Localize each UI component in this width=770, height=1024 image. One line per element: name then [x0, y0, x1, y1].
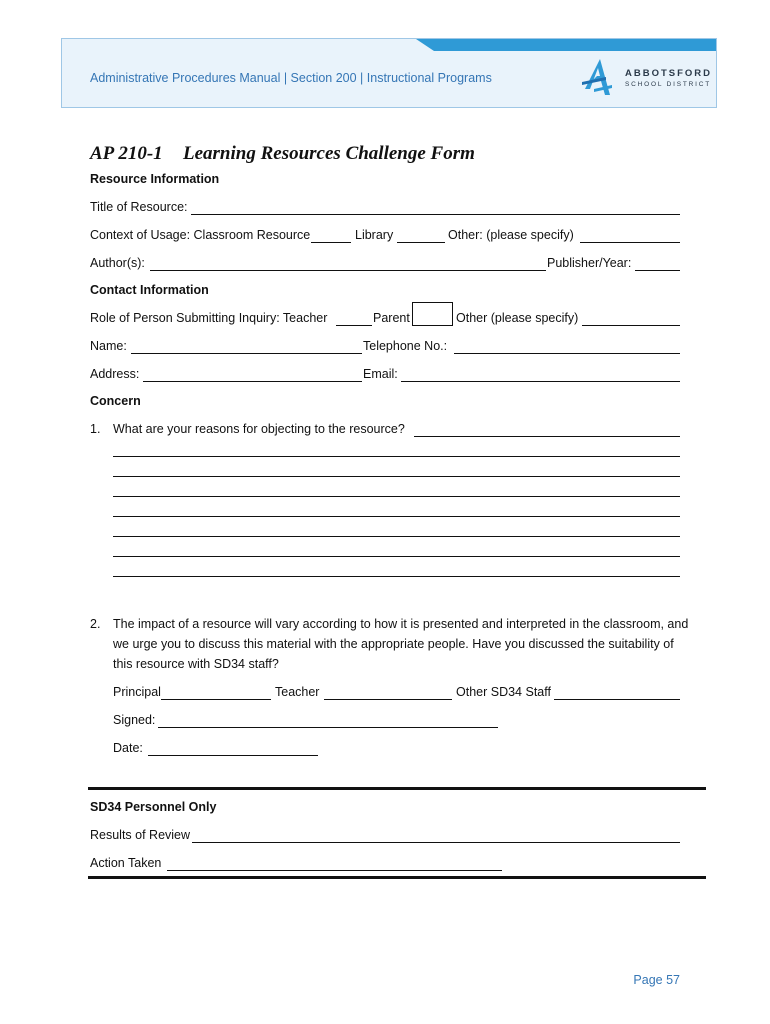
page-header [61, 38, 717, 108]
abbotsford-a-logo-icon [580, 55, 624, 99]
publisher-year-label: Publisher/Year: [547, 256, 632, 270]
email-field[interactable] [401, 381, 680, 382]
parent-checkbox[interactable] [412, 302, 453, 326]
publisher-year-field[interactable] [635, 270, 680, 271]
logo-name: ABBOTSFORD [625, 68, 713, 79]
action-taken-field[interactable] [167, 870, 502, 871]
section-divider [88, 787, 706, 790]
other-staff-field[interactable] [554, 699, 680, 700]
principal-label: Principal [113, 685, 161, 699]
results-of-review-label: Results of Review [90, 828, 191, 842]
question-1-answer-line[interactable] [113, 536, 680, 537]
question-1-answer-line[interactable] [113, 576, 680, 577]
question-1-text: What are your reasons for objecting to the resource? [113, 422, 405, 436]
question-1-number: 1. [90, 422, 101, 436]
section-heading-contact: Contact Information [90, 283, 209, 297]
role-teacher-field[interactable] [336, 325, 372, 326]
library-field[interactable] [397, 242, 445, 243]
date-field[interactable] [148, 755, 318, 756]
action-taken-label: Action Taken [90, 856, 162, 870]
section-divider [88, 876, 706, 879]
teacher-field[interactable] [324, 699, 452, 700]
email-label: Email: [363, 367, 398, 381]
header-accent-stripe [416, 39, 716, 51]
other-specify-label: Other: (please specify) [448, 228, 574, 242]
logo-subtitle: SCHOOL DISTRICT [625, 81, 711, 88]
title-of-resource-label: Title of Resource: [90, 200, 188, 214]
date-label: Date: [113, 741, 143, 755]
page-number: Page 57 [633, 973, 680, 987]
question-1-answer-line[interactable] [113, 556, 680, 557]
other-usage-field[interactable] [580, 242, 680, 243]
authors-label: Author(s): [90, 256, 145, 270]
other-role-label: Other (please specify) [456, 311, 579, 325]
principal-field[interactable] [161, 699, 271, 700]
question-1-answer-line[interactable] [113, 456, 680, 457]
address-field[interactable] [143, 381, 362, 382]
question-1-answer-line[interactable] [414, 436, 680, 437]
section-heading-personnel: SD34 Personnel Only [90, 800, 217, 814]
signed-field[interactable] [158, 727, 498, 728]
question-2-text-line: we urge you to discuss this material with the appropriate people. Have you discussed the suitability of [113, 637, 674, 651]
other-staff-label: Other SD34 Staff [456, 685, 551, 699]
results-of-review-field[interactable] [192, 842, 680, 843]
question-2-text-line: The impact of a resource will vary according to how it is presented and interpreted in the classroom, and [113, 617, 689, 631]
authors-field[interactable] [150, 270, 546, 271]
question-1-answer-line[interactable] [113, 516, 680, 517]
library-label: Library [355, 228, 394, 242]
telephone-label: Telephone No.: [363, 339, 448, 353]
name-field[interactable] [131, 353, 362, 354]
teacher-label: Teacher [275, 685, 320, 699]
parent-label: Parent [373, 311, 410, 325]
name-label: Name: [90, 339, 127, 353]
question-2-number: 2. [90, 617, 101, 631]
classroom-resource-field[interactable] [311, 242, 351, 243]
telephone-field[interactable] [454, 353, 680, 354]
role-label: Role of Person Submitting Inquiry: Teacher [90, 311, 328, 325]
header-title: Administrative Procedures Manual | Section 200 | Instructional Programs [90, 71, 492, 85]
title-of-resource-field[interactable] [191, 214, 680, 215]
section-heading-resource: Resource Information [90, 172, 220, 186]
context-of-usage-label: Context of Usage: Classroom Resource [90, 228, 311, 242]
form-title: Learning Resources Challenge Form [183, 143, 475, 164]
section-heading-concern: Concern [90, 394, 141, 408]
address-label: Address: [90, 367, 140, 381]
question-1-answer-line[interactable] [113, 476, 680, 477]
procedure-code: AP 210-1 [90, 143, 163, 164]
signed-label: Signed: [113, 713, 156, 727]
question-2-text-line: this resource with SD34 staff? [113, 657, 279, 671]
question-1-answer-line[interactable] [113, 496, 680, 497]
other-role-field[interactable] [582, 325, 680, 326]
